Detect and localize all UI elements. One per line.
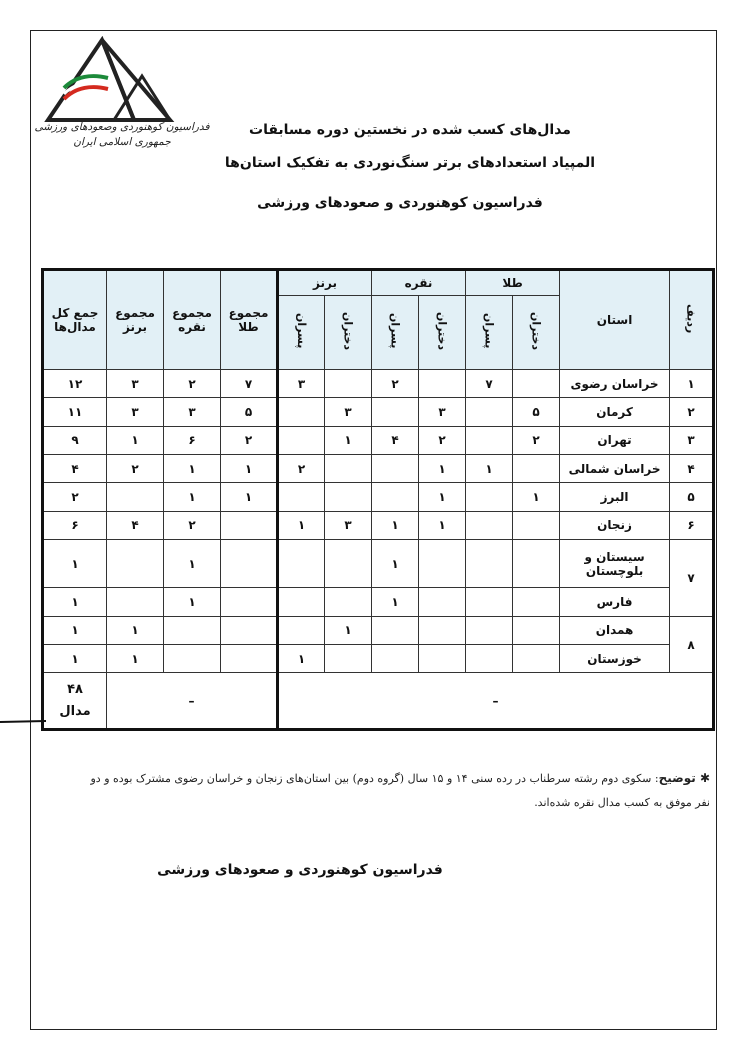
table-cell: ۱۲: [43, 370, 107, 398]
table-cell: ۳: [107, 398, 164, 426]
table-cell: ۱۱: [43, 398, 107, 426]
table-row: [43, 616, 714, 644]
table-cell: ۶: [43, 511, 107, 539]
table-cell: [419, 539, 466, 588]
summary-dash-left: –: [107, 673, 278, 730]
table-cell: ۲: [164, 511, 221, 539]
header-bronze-boys: [278, 296, 325, 370]
province-cell: خراسان شمالی: [560, 454, 670, 482]
table-cell: ۸: [670, 616, 714, 673]
table-cell: [325, 483, 372, 511]
table-cell: ۳: [278, 370, 325, 398]
province-cell: فارس: [560, 588, 670, 616]
table-cell: [278, 398, 325, 426]
table-cell: ۱: [164, 588, 221, 616]
table-cell: [164, 616, 221, 644]
table-cell: ۷: [670, 539, 714, 616]
table-cell: ۱: [221, 454, 278, 482]
table-cell: [513, 616, 560, 644]
table-cell: [466, 616, 513, 644]
table-cell: [372, 616, 419, 644]
table-cell: ۱: [325, 426, 372, 454]
table-cell: ۱: [221, 483, 278, 511]
table-row: [43, 483, 714, 511]
table-cell: [325, 539, 372, 588]
table-cell: ۷: [221, 370, 278, 398]
header-grand-total: جمع کل مدال‌ها: [43, 270, 107, 370]
vertical-header-label: دختران: [529, 311, 543, 351]
table-cell: ۹: [43, 426, 107, 454]
table-cell: [466, 588, 513, 616]
table-cell: [513, 645, 560, 673]
province-cell: همدان: [560, 616, 670, 644]
table-cell: ۱: [419, 511, 466, 539]
table-cell: ۲: [221, 426, 278, 454]
header-total-bronze: مجموع برنز: [107, 270, 164, 370]
table-cell: [419, 645, 466, 673]
table-cell: ۱: [372, 539, 419, 588]
table-cell: ۴: [107, 511, 164, 539]
table-row: [43, 370, 714, 398]
table-cell: [372, 645, 419, 673]
table-cell: [372, 454, 419, 482]
table-cell: ۲: [278, 454, 325, 482]
table-cell: ۳: [164, 398, 221, 426]
table-cell: ۱: [43, 588, 107, 616]
table-row: [43, 398, 714, 426]
header-gold-girls: [513, 296, 560, 370]
table-cell: ۱: [419, 483, 466, 511]
header-province: استان: [560, 270, 670, 370]
table-cell: [107, 588, 164, 616]
header-bronze-girls: [325, 296, 372, 370]
table-cell: [221, 588, 278, 616]
table-cell: [372, 483, 419, 511]
header-silver-girls: [419, 296, 466, 370]
province-cell: البرز: [560, 483, 670, 511]
grand-total-cell: [43, 673, 107, 730]
table-cell: ۱: [325, 616, 372, 644]
table-cell: [419, 370, 466, 398]
title-line1: مدال‌های کسب شده در نخستین دوره مسابقات: [249, 122, 571, 138]
summary-row: [43, 673, 714, 730]
logo-caption-line2: جمهوری اسلامی ایران: [73, 136, 171, 148]
table-cell: ۱: [419, 454, 466, 482]
explanation-note: [80, 766, 710, 815]
table-cell: [325, 454, 372, 482]
grand-total-value: ۴۸: [67, 681, 83, 697]
table-cell: ۱: [107, 616, 164, 644]
province-cell: کرمان: [560, 398, 670, 426]
table-cell: [466, 539, 513, 588]
table-cell: ۲: [164, 370, 221, 398]
table-cell: ۳: [419, 398, 466, 426]
table-cell: ۱: [43, 645, 107, 673]
province-cell: خوزستان: [560, 645, 670, 673]
footer-signature: فدراسیون کوهنوردی و صعودهای ورزشی: [157, 862, 443, 878]
province-cell: سیستان و بلوچستان: [560, 539, 670, 588]
table-cell: ۴: [43, 454, 107, 482]
header-silver: نقره: [372, 270, 466, 296]
table-cell: ۲: [513, 426, 560, 454]
table-cell: ۱: [164, 539, 221, 588]
table-cell: [278, 616, 325, 644]
table-cell: [419, 616, 466, 644]
table-cell: ۳: [325, 511, 372, 539]
table-cell: ۲: [43, 483, 107, 511]
table-cell: [372, 398, 419, 426]
vertical-header-label: پسران: [295, 313, 308, 349]
header-silver-boys: [372, 296, 419, 370]
table-cell: ۳: [107, 370, 164, 398]
table-cell: ۱: [466, 454, 513, 482]
table-cell: [466, 645, 513, 673]
header-gold: طلا: [466, 270, 560, 296]
table-cell: ۱: [278, 645, 325, 673]
table-cell: [107, 539, 164, 588]
table-cell: [107, 483, 164, 511]
table-cell: ۱: [372, 588, 419, 616]
table-cell: [325, 370, 372, 398]
table-cell: ۳: [325, 398, 372, 426]
table-cell: [466, 426, 513, 454]
table-cell: ۲: [419, 426, 466, 454]
table-cell: ۲: [372, 370, 419, 398]
table-cell: [513, 511, 560, 539]
pen-mark: [0, 718, 48, 726]
medals-table: [41, 268, 715, 731]
table-cell: [221, 539, 278, 588]
header-bronze: برنز: [278, 270, 372, 296]
table-cell: [466, 483, 513, 511]
province-cell: زنجان: [560, 511, 670, 539]
table-cell: ۱: [43, 539, 107, 588]
table-cell: ۵: [513, 398, 560, 426]
vertical-header-label: ردیف: [684, 303, 698, 334]
table-cell: ۱: [278, 511, 325, 539]
header-total-silver: مجموع نقره: [164, 270, 221, 370]
table-cell: [513, 454, 560, 482]
table-cell: [278, 483, 325, 511]
vertical-header-label: دختران: [341, 311, 355, 351]
table-cell: [278, 426, 325, 454]
note-label: ✱ توضیح: [658, 771, 710, 785]
vertical-header-label: پسران: [388, 313, 402, 349]
table-cell: [221, 645, 278, 673]
table-cell: [513, 370, 560, 398]
table-row: [43, 511, 714, 539]
table-cell: ۲: [107, 454, 164, 482]
vertical-header-label: دختران: [435, 311, 449, 351]
table-cell: [325, 588, 372, 616]
table-cell: ۱: [43, 616, 107, 644]
table-cell: [278, 539, 325, 588]
table-row: [43, 454, 714, 482]
note-text: : سکوی دوم رشته سرطناب در رده سنی ۱۴ و ۱۵ سال (گروه دوم) بین استان‌های زنجان و خراسان رضوی مشترک بوده و دو نفر موفق به کسب مدال نقره شده‌اند.: [90, 772, 710, 809]
table-row: [43, 539, 714, 588]
table-cell: [221, 511, 278, 539]
table-cell: ۶: [164, 426, 221, 454]
table-row: [43, 645, 714, 673]
table-cell: [466, 511, 513, 539]
table-cell: [325, 645, 372, 673]
table-cell: [466, 398, 513, 426]
table-cell: ۱: [372, 511, 419, 539]
table-cell: [513, 588, 560, 616]
table-row: [43, 588, 714, 616]
table-cell: [164, 645, 221, 673]
logo-caption-line1: فدراسیون کوهنوردی وصعودهای ورزشی: [34, 121, 210, 133]
table-cell: ۳: [670, 426, 714, 454]
table-cell: ۱: [164, 454, 221, 482]
summary-dash-right: –: [278, 673, 714, 730]
title-line2: المپیاد استعدادهای برتر سنگ‌نوردی به تفکیک استان‌ها: [224, 155, 596, 171]
province-cell: خراسان رضوی: [560, 370, 670, 398]
table-cell: ۱: [107, 426, 164, 454]
table-cell: [419, 588, 466, 616]
table-cell: ۷: [466, 370, 513, 398]
table-cell: ۵: [670, 483, 714, 511]
vertical-header-label: پسران: [482, 313, 496, 349]
header-row-number: [670, 270, 714, 370]
table-cell: ۱: [164, 483, 221, 511]
table-row: [43, 426, 714, 454]
table-cell: [513, 539, 560, 588]
table-cell: ۵: [221, 398, 278, 426]
grand-total-unit: مدال: [59, 703, 91, 719]
table-cell: [221, 616, 278, 644]
province-cell: تهران: [560, 426, 670, 454]
subtitle: فدراسیون کوهنوردی و صعودهای ورزشی: [257, 195, 543, 211]
table-cell: [278, 588, 325, 616]
header-total-gold: مجموع طلا: [221, 270, 278, 370]
table-cell: ۲: [670, 398, 714, 426]
header-gold-boys: [466, 296, 513, 370]
table-cell: ۴: [670, 454, 714, 482]
table-cell: ۴: [372, 426, 419, 454]
table-cell: ۱: [107, 645, 164, 673]
table-cell: ۱: [513, 483, 560, 511]
table-cell: ۱: [670, 370, 714, 398]
table-cell: ۶: [670, 511, 714, 539]
